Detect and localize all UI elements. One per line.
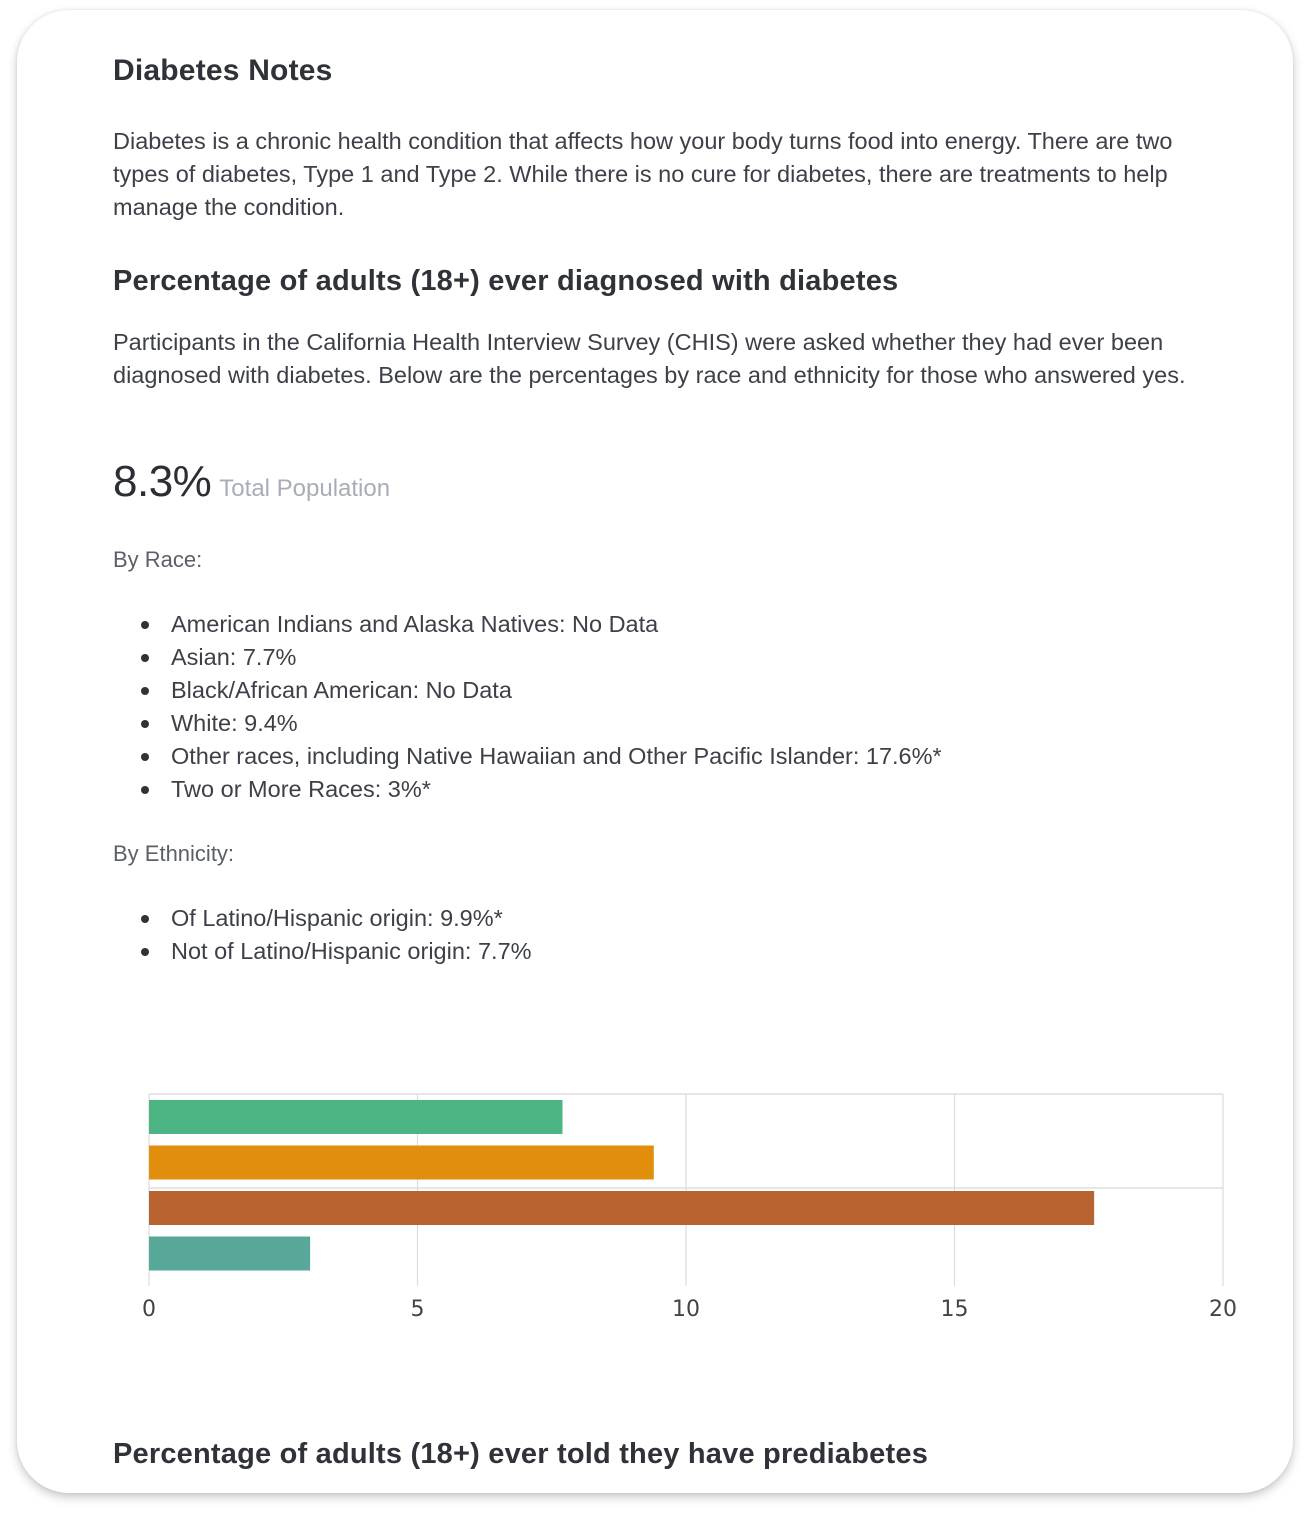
total-population-value: 8.3% (113, 457, 212, 506)
list-item-text: Of Latino/Hispanic origin: 9.9%* (171, 905, 503, 931)
bullet-icon (141, 915, 149, 923)
by-race-label: By Race: (113, 547, 203, 572)
notes-description: Diabetes is a chronic health condition that affects how your body turns food into energy. There are two types of diabetes, Type 1 and Type 2. While there is no cure for diabetes, there are treatments to help manage the condition. (113, 128, 1173, 220)
total-population-stat (113, 457, 390, 507)
list-item-text: Not of Latino/Hispanic origin: 7.7% (171, 938, 532, 964)
list-item (113, 902, 532, 935)
bullet-icon (141, 786, 149, 794)
section-description-diagnosed: Participants in the California Health Interview Survey (CHIS) were asked whether they had ever been diagnosed with diabetes. Below are the percentages by race and ethnicity for those who answered yes. (113, 329, 1186, 388)
bar-chart-svg (113, 1070, 1273, 1330)
list-item-text: Black/African American: No Data (171, 677, 512, 703)
bullet-icon (141, 621, 149, 629)
bar-4 (149, 1237, 310, 1271)
bullet-icon (141, 654, 149, 662)
list-item (113, 608, 942, 641)
x-tick-label: 5 (410, 1297, 425, 1322)
list-item (113, 674, 942, 707)
x-tick-label: 20 (1209, 1297, 1237, 1322)
list-item (113, 641, 942, 674)
list-item-text: Two or More Races: 3%* (171, 776, 431, 802)
list-item-text: Asian: 7.7% (171, 644, 297, 670)
bar-chart (113, 1070, 1273, 1330)
x-tick-label: 15 (940, 1297, 969, 1322)
list-item (113, 740, 942, 773)
bar-2 (149, 1146, 654, 1180)
bar-3 (149, 1191, 1094, 1225)
by-ethnicity-label: By Ethnicity: (113, 841, 235, 866)
list-item-text: Other races, including Native Hawaiian and Other Pacific Islander: 17.6%* (171, 743, 942, 769)
race-list (113, 608, 942, 806)
list-item (113, 707, 942, 740)
x-tick-label: 10 (672, 1297, 700, 1322)
total-population-label: Total Population (219, 475, 391, 502)
notes-title: Diabetes Notes (113, 54, 333, 87)
section-title-diagnosed: Percentage of adults (18+) ever diagnosed with diabetes (113, 265, 899, 297)
ethnicity-list (113, 902, 532, 968)
list-item-text: White: 9.4% (171, 710, 298, 736)
bar-1 (149, 1100, 562, 1134)
content-card (17, 10, 1293, 1493)
bullet-icon (141, 687, 149, 695)
list-item (113, 935, 532, 968)
bullet-icon (141, 948, 149, 956)
list-item-text: American Indians and Alaska Natives: No Data (171, 611, 659, 637)
section-title-prediabetes: Percentage of adults (18+) ever told they have prediabetes (113, 1438, 929, 1470)
list-item (113, 773, 942, 806)
bullet-icon (141, 753, 149, 761)
x-tick-label: 0 (142, 1297, 156, 1322)
bullet-icon (141, 720, 149, 728)
